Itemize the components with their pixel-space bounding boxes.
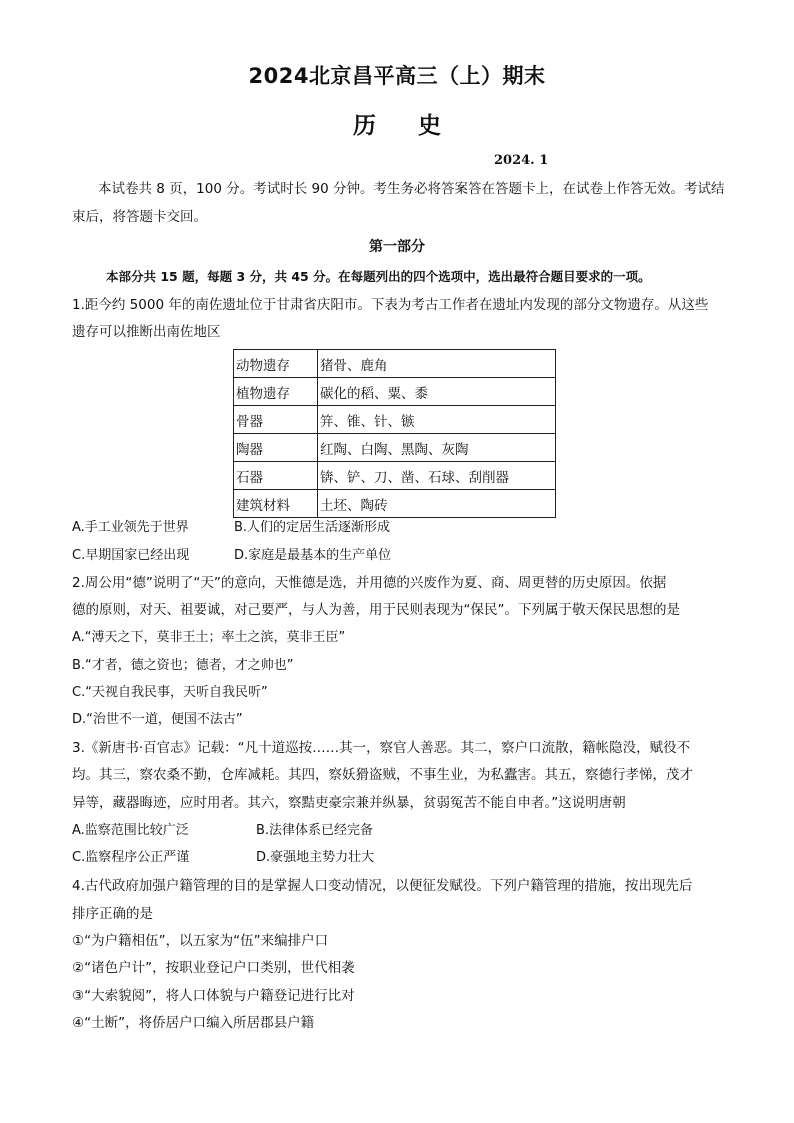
intro-line-2: 束后，将答题卡交回。 [72,209,207,225]
q2-stem-line-2: 德的原则，对天、祖要诚，对己要严，与人为善，用于民则表现为“保民”。下列属于敬天保民思想的是 [72,602,680,618]
table-row [234,434,556,462]
table-cell-category: 动物遗存 [234,350,318,378]
q2-option-c: C.“天视自我民事，天听自我民听” [72,685,268,700]
table-cell-items: 笄、锥、针、镞 [318,406,556,434]
q1-stem-line-1: 1.距今约 5000 年的南佐遗址位于甘肃省庆阳市。下表为考古工作者在遗址内发现的部分文物遗存。从这些 [72,297,709,313]
table-cell-items: 红陶、白陶、黑陶、灰陶 [318,434,556,462]
table-cell-category: 陶器 [234,434,318,462]
q3-option-b: B.法律体系已经完备 [256,823,374,838]
q3-option-c: C.监察程序公正严谨 [72,850,190,865]
table-cell-items: 猪骨、鹿角 [318,350,556,378]
q2-stem-line-1: 2.周公用“德”说明了“天”的意向，天惟德是选，并用德的兴废作为夏、商、周更替的历史原因。依据 [72,575,667,591]
q3-option-a: A.监察范围比较广泛 [72,823,189,838]
table-row [234,406,556,434]
table-cell-items: 土坯、陶砖 [318,490,556,518]
q3-stem-line-2: 均。其三，察农桑不勤，仓库减耗。其四，察妖猾盗贼，不事生业，为私蠹害。其五，察德行孝悌，茂才 [72,767,693,783]
exam-title: 2024北京昌平高三（上）期末 [248,64,546,88]
q4-item-1: ①“为户籍相伍”，以五家为“伍”来编排户口 [72,933,329,949]
table-cell-category: 植物遗存 [234,378,318,406]
q1-option-c: C.早期国家已经出现 [72,548,190,563]
q3-option-d: D.豪强地主势力壮大 [256,850,375,865]
q2-option-d: D.“治世不一道，便国不法古” [72,712,243,727]
table-row [234,378,556,406]
subject-title: 历 史 [352,112,441,139]
table-cell-category: 石器 [234,462,318,490]
section-title: 第一部分 [369,239,425,255]
q4-item-4: ④“土断”，将侨居户口编入所居郡县户籍 [72,1015,315,1031]
table-row [234,462,556,490]
table-row [234,490,556,518]
q1-stem-line-2: 遗存可以推断出南佐地区 [72,324,221,340]
table-cell-items: 锛、铲、刀、凿、石球、刮削器 [318,462,556,490]
q4-item-3: ③“大索貌阅”，将人口体貌与户籍登记进行比对 [72,988,355,1004]
exam-date: 2024. 1 [494,153,549,168]
q4-stem-line-1: 4.古代政府加强户籍管理的目的是掌握人口变动情况，以便征发赋役。下列户籍管理的措施，按出现先后 [72,878,693,894]
q4-stem-line-2: 排序正确的是 [72,906,153,922]
table-cell-category: 建筑材料 [234,490,318,518]
q1-option-a: A.手工业领先于世界 [72,520,189,535]
q2-option-a: A.“溥天之下，莫非王土；率土之滨，莫非王臣” [72,630,346,645]
q3-stem-line-1: 3.《新唐书·百官志》记载：“凡十道巡按……其一，察官人善恶。其二，察户口流散，籍帐隐没，赋役不 [72,740,691,756]
table-cell-items: 碳化的稻、粟、黍 [318,378,556,406]
section-note: 本部分共 15 题，每题 3 分，共 45 分。在每题列出的四个选项中，选出最符合题目要求的一项。 [106,269,651,284]
q4-item-2: ②“诸色户计”，按职业登记户口类别，世代相袭 [72,960,355,976]
q2-option-b: B.“才者，德之资也；德者，才之帅也” [72,658,294,673]
table-cell-category: 骨器 [234,406,318,434]
q1-option-d: D.家庭是最基本的生产单位 [234,548,392,563]
intro-line-1: 本试卷共 8 页，100 分。考试时长 90 分钟。考生务必将答案答在答题卡上，在试卷上作答无效。考试结 [98,181,725,197]
relics-table [233,349,556,518]
q1-option-b: B.人们的定居生活逐渐形成 [234,520,391,535]
table-row [234,350,556,378]
q3-stem-line-3: 异等，藏器晦迹，应时用者。其六，察黠吏豪宗兼并纵暴，贫弱冤苦不能自申者。”这说明唐朝 [72,795,626,811]
